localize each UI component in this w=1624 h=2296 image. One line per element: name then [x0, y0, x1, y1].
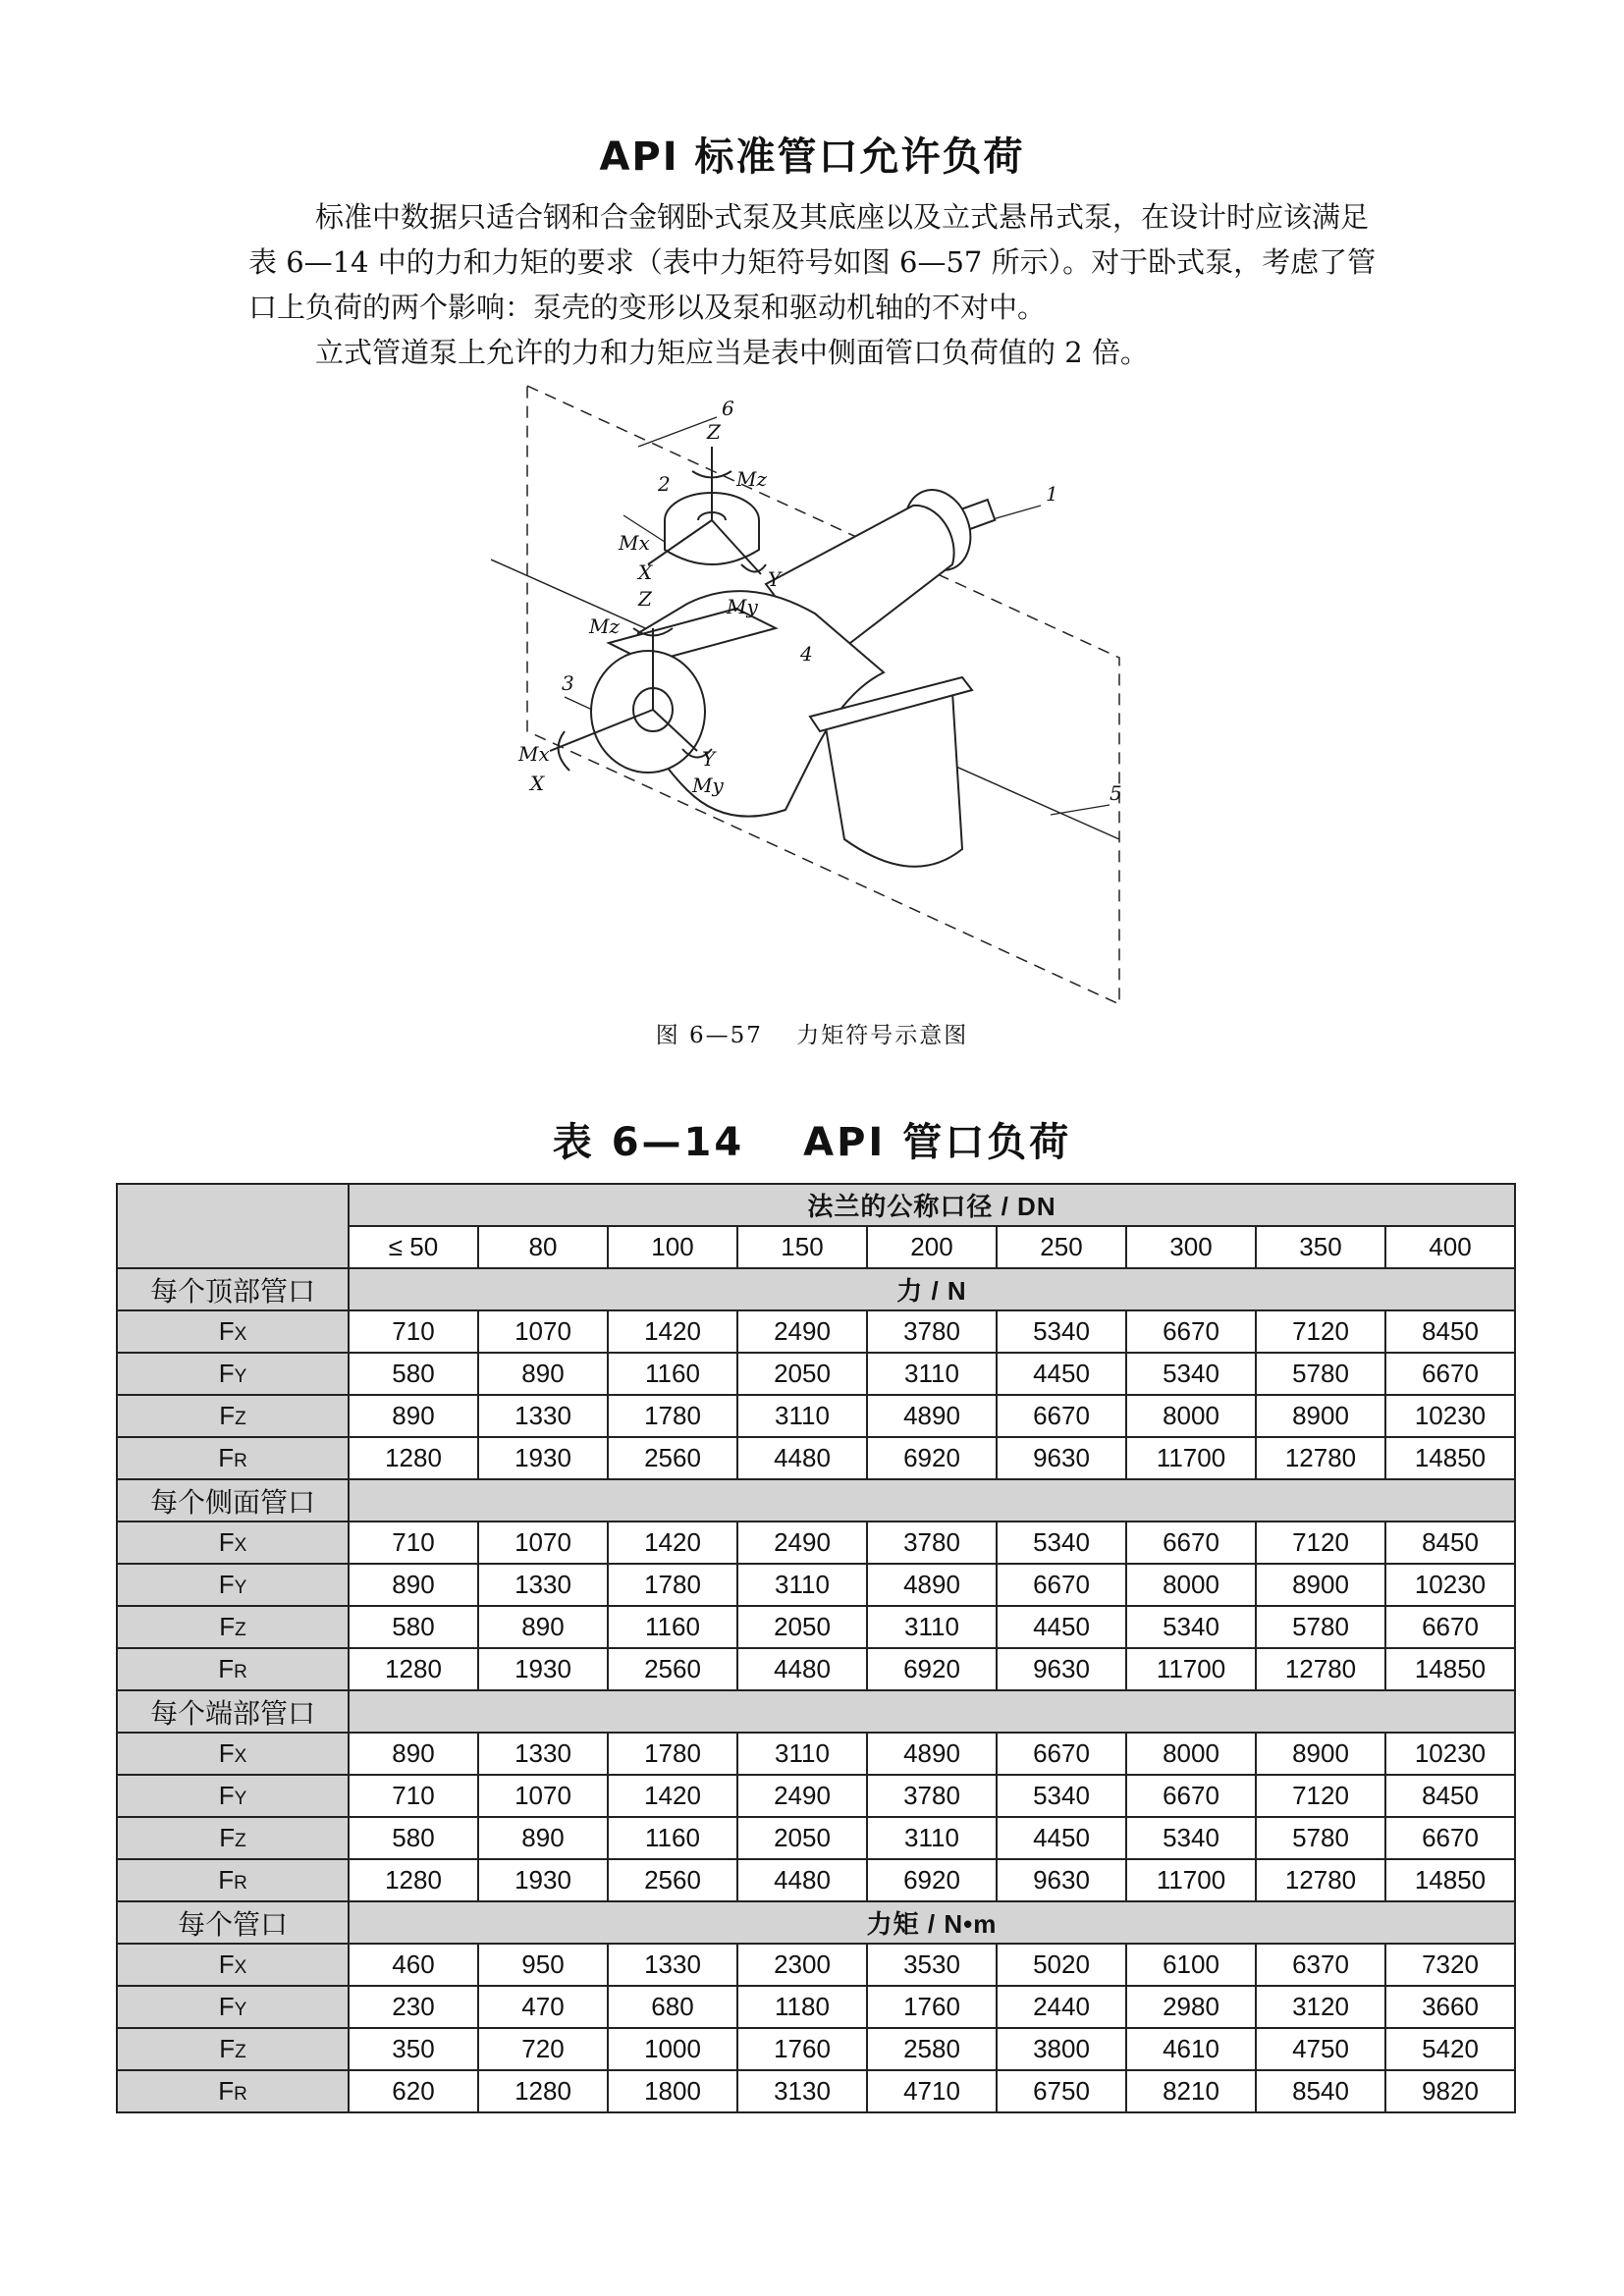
table-cell: 2300: [737, 1944, 867, 1986]
table-cell: 1070: [478, 1775, 608, 1817]
table-cell: 680: [608, 1986, 737, 2028]
table-cell: 4710: [867, 2070, 997, 2112]
dn-value: 100: [608, 1226, 737, 1268]
force-symbol: F: [218, 1781, 235, 1810]
force-label: [117, 1606, 349, 1648]
intro-paragraph-2: 立式管道泵上允许的力和力矩应当是表中侧面管口负荷值的 2 倍。: [315, 336, 1149, 369]
table-cell: 4450: [997, 1606, 1126, 1648]
table-cell: 6920: [867, 1648, 997, 1690]
table-cell: 1280: [478, 2070, 608, 2112]
table-row: [117, 2028, 1515, 2070]
table-cell: 8900: [1256, 1395, 1385, 1437]
table-cell: 2560: [608, 1437, 737, 1479]
label-x-top: X: [638, 561, 653, 584]
table-cell: 10230: [1385, 1564, 1515, 1606]
table-cell: 2440: [997, 1986, 1126, 2028]
table-cell: 1330: [478, 1564, 608, 1606]
table-cell: 890: [478, 1606, 608, 1648]
label-1: 1: [1046, 482, 1058, 506]
force-label: [117, 2028, 349, 2070]
table-cell: 1780: [608, 1395, 737, 1437]
table-cell: 6670: [997, 1733, 1126, 1775]
force-symbol: F: [218, 1527, 235, 1557]
table-cell: 6670: [997, 1564, 1126, 1606]
table-cell: 6670: [997, 1395, 1126, 1437]
table-cell: 2980: [1126, 1986, 1256, 2028]
table-cell: 5340: [1126, 1353, 1256, 1395]
table-cell: 5340: [997, 1310, 1126, 1353]
table-cell: 3780: [867, 1775, 997, 1817]
table-cell: 12780: [1256, 1437, 1385, 1479]
section-label: 每个侧面管口: [117, 1479, 349, 1522]
table-cell: 8000: [1126, 1733, 1256, 1775]
table-cell: 1280: [349, 1437, 478, 1479]
table-cell: 4750: [1256, 2028, 1385, 2070]
table-cell: 6670: [1385, 1606, 1515, 1648]
table-cell: 9630: [997, 1859, 1126, 1901]
force-label: [117, 1944, 349, 1986]
table-cell: 1280: [349, 1648, 478, 1690]
table-cell: 11700: [1126, 1437, 1256, 1479]
table-cell: 6370: [1256, 1944, 1385, 1986]
label-my-side: My: [692, 774, 724, 797]
table-cell: 720: [478, 2028, 608, 2070]
table-cell: 710: [349, 1775, 478, 1817]
table-cell: 3120: [1256, 1986, 1385, 2028]
table-cell: 3110: [737, 1395, 867, 1437]
section-label: 每个顶部管口: [117, 1268, 349, 1310]
table-cell: 3110: [737, 1733, 867, 1775]
table-cell: 2050: [737, 1353, 867, 1395]
table-cell: 1160: [608, 1353, 737, 1395]
table-cell: 8000: [1126, 1395, 1256, 1437]
table-cell: 1930: [478, 1437, 608, 1479]
force-label: [117, 2070, 349, 2112]
table-row: [117, 2070, 1515, 2112]
force-subscript: R: [234, 1873, 247, 1894]
table-cell: 4890: [867, 1395, 997, 1437]
table-cell: 1780: [608, 1564, 737, 1606]
table-cell: 2050: [737, 1817, 867, 1859]
table-cell: 1160: [608, 1817, 737, 1859]
section-unit: 力 / N: [349, 1268, 1515, 1310]
table-title: 表 6—14 API 管口负荷: [552, 1120, 1072, 1165]
table-cell: 4890: [867, 1564, 997, 1606]
table-cell: 890: [478, 1353, 608, 1395]
force-label: [117, 1986, 349, 2028]
force-symbol: F: [218, 1738, 235, 1768]
force-label: [117, 1733, 349, 1775]
table-cell: 4450: [997, 1353, 1126, 1395]
table-cell: 1070: [478, 1522, 608, 1564]
dn-value: ≤ 50: [349, 1226, 478, 1268]
table-cell: 1160: [608, 1606, 737, 1648]
force-subscript: Y: [234, 1789, 247, 1809]
pump-nozzle-diagram: [491, 378, 1159, 1006]
force-symbol: F: [218, 1949, 235, 1979]
label-x-side: X: [530, 772, 545, 795]
table-cell: 460: [349, 1944, 478, 1986]
force-symbol: F: [219, 2034, 236, 2063]
intro-text: [248, 194, 1387, 375]
table-cell: 580: [349, 1606, 478, 1648]
table-cell: 3660: [1385, 1986, 1515, 2028]
table-body: [117, 1184, 1515, 2112]
force-label: [117, 1564, 349, 1606]
force-subscript: X: [234, 1324, 247, 1345]
table-cell: 8210: [1126, 2070, 1256, 2112]
table-cell: 8000: [1126, 1564, 1256, 1606]
force-subscript: X: [234, 1957, 247, 1978]
table-cell: 5780: [1256, 1606, 1385, 1648]
table-cell: 1000: [608, 2028, 737, 2070]
table-cell: 580: [349, 1817, 478, 1859]
table-cell: 6670: [1126, 1310, 1256, 1353]
force-label: [117, 1353, 349, 1395]
table-cell: 6750: [997, 2070, 1126, 2112]
label-6: 6: [722, 397, 734, 420]
dn-value: 300: [1126, 1226, 1256, 1268]
section-label: 每个端部管口: [117, 1690, 349, 1733]
table-cell: 2560: [608, 1648, 737, 1690]
table-row: [117, 1522, 1515, 1564]
table-cell: 8900: [1256, 1564, 1385, 1606]
force-label: [117, 1648, 349, 1690]
table-cell: 5340: [1126, 1606, 1256, 1648]
table-cell: 9630: [997, 1437, 1126, 1479]
table-cell: 5780: [1256, 1353, 1385, 1395]
section-header-row: [117, 1690, 1515, 1733]
force-subscript: Z: [235, 1620, 246, 1640]
table-cell: 14850: [1385, 1859, 1515, 1901]
force-subscript: Z: [235, 1831, 246, 1851]
section-header-row: [117, 1268, 1515, 1310]
table-cell: 1930: [478, 1648, 608, 1690]
table-cell: 5780: [1256, 1817, 1385, 1859]
force-label: [117, 1437, 349, 1479]
table-cell: 1330: [478, 1733, 608, 1775]
force-symbol: F: [219, 1401, 236, 1430]
force-subscript: X: [234, 1746, 247, 1767]
table-row: [117, 1564, 1515, 1606]
table-row: [117, 1395, 1515, 1437]
label-y-top: Y: [768, 567, 782, 591]
table-cell: 1760: [867, 1986, 997, 2028]
dn-header: 法兰的公称口径 / DN: [349, 1184, 1515, 1226]
table-cell: 4480: [737, 1859, 867, 1901]
nozzle-load-table: [116, 1183, 1516, 2113]
table-cell: 8540: [1256, 2070, 1385, 2112]
table-cell: 7120: [1256, 1522, 1385, 1564]
force-subscript: R: [234, 1451, 247, 1471]
table-cell: 3530: [867, 1944, 997, 1986]
section-unit: 力矩 / N•m: [349, 1901, 1515, 1944]
force-label: [117, 1859, 349, 1901]
table-row: [117, 1606, 1515, 1648]
label-z-side: Z: [638, 587, 652, 611]
table-cell: 6670: [1385, 1817, 1515, 1859]
label-z-top: Z: [707, 420, 721, 444]
table-cell: 2490: [737, 1310, 867, 1353]
table-row: [117, 1648, 1515, 1690]
table-cell: 890: [349, 1395, 478, 1437]
table-row: [117, 1353, 1515, 1395]
table-cell: 350: [349, 2028, 478, 2070]
table-cell: 6920: [867, 1859, 997, 1901]
table-cell: 11700: [1126, 1859, 1256, 1901]
force-symbol: F: [218, 1570, 235, 1599]
label-3: 3: [562, 671, 574, 695]
force-symbol: F: [218, 1316, 235, 1346]
force-subscript: Y: [234, 2000, 247, 2020]
force-subscript: Y: [234, 1577, 247, 1598]
table-cell: 3800: [997, 2028, 1126, 2070]
section-header-row: [117, 1479, 1515, 1522]
table-cell: 3110: [867, 1817, 997, 1859]
section-unit: [349, 1690, 1515, 1733]
table-cell: 2490: [737, 1522, 867, 1564]
table-cell: 6100: [1126, 1944, 1256, 1986]
label-y-side: Y: [702, 747, 716, 771]
force-symbol: F: [218, 1992, 235, 2021]
table-row: [117, 1733, 1515, 1775]
table-cell: 4480: [737, 1648, 867, 1690]
force-symbol: F: [218, 2076, 235, 2106]
table-cell: 7120: [1256, 1310, 1385, 1353]
force-label: [117, 1395, 349, 1437]
table-cell: 1800: [608, 2070, 737, 2112]
table-cell: 8450: [1385, 1310, 1515, 1353]
page-title: API 标准管口允许负荷: [599, 134, 1025, 180]
table-cell: 1280: [349, 1859, 478, 1901]
table-cell: 1420: [608, 1775, 737, 1817]
table-cell: 6670: [1126, 1775, 1256, 1817]
table-cell: 2050: [737, 1606, 867, 1648]
table-cell: 890: [478, 1817, 608, 1859]
table-cell: 4610: [1126, 2028, 1256, 2070]
table-cell: 4480: [737, 1437, 867, 1479]
table-cell: 1780: [608, 1733, 737, 1775]
table-cell: 1330: [608, 1944, 737, 1986]
table-row: [117, 1859, 1515, 1901]
label-5: 5: [1110, 781, 1122, 805]
label-my-top: My: [727, 595, 758, 618]
table-cell: 14850: [1385, 1648, 1515, 1690]
table-header-row: [117, 1184, 1515, 1226]
table-cell: 14850: [1385, 1437, 1515, 1479]
table-cell: 6670: [1126, 1522, 1256, 1564]
dn-value: 200: [867, 1226, 997, 1268]
label-mx-side: Mx: [518, 742, 550, 766]
table-cell: 2560: [608, 1859, 737, 1901]
table-cell: 2490: [737, 1775, 867, 1817]
force-subscript: Z: [235, 1409, 246, 1429]
table-cell: 7320: [1385, 1944, 1515, 1986]
table-cell: 4890: [867, 1733, 997, 1775]
table-row: [117, 1817, 1515, 1859]
table-cell: 5340: [1126, 1817, 1256, 1859]
table-cell: 1420: [608, 1310, 737, 1353]
table-row: [117, 1944, 1515, 1986]
force-symbol: F: [218, 1865, 235, 1895]
table-cell: 1930: [478, 1859, 608, 1901]
label-4: 4: [800, 642, 813, 666]
force-symbol: F: [219, 1612, 236, 1641]
table-cell: 5420: [1385, 2028, 1515, 2070]
table-cell: 3110: [867, 1353, 997, 1395]
label-2: 2: [658, 472, 671, 496]
table-cell: 7120: [1256, 1775, 1385, 1817]
table-cell: 230: [349, 1986, 478, 2028]
intro-paragraph-1: 标准中数据只适合钢和合金钢卧式泵及其底座以及立式悬吊式泵，在设计时应该满足表 6—14 中的力和力矩的要求（表中力矩符号如图 6—57 所示）。对于卧式泵，考虑了管口上负荷的两个影响：泵壳的变形以及泵和驱动机轴的不对中。: [248, 200, 1377, 324]
table-cell: 1180: [737, 1986, 867, 2028]
force-subscript: R: [234, 2084, 247, 2105]
table-cell: 6920: [867, 1437, 997, 1479]
table-row: [117, 1310, 1515, 1353]
table-cell: 11700: [1126, 1648, 1256, 1690]
table-row: [117, 1775, 1515, 1817]
section-label: 每个管口: [117, 1901, 349, 1944]
table-cell: 8900: [1256, 1733, 1385, 1775]
force-label: [117, 1522, 349, 1564]
dn-value: 80: [478, 1226, 608, 1268]
force-label: [117, 1775, 349, 1817]
table-cell: 890: [349, 1733, 478, 1775]
table-cell: 4450: [997, 1817, 1126, 1859]
label-mz-top: Mz: [736, 467, 768, 491]
table-cell: 8450: [1385, 1775, 1515, 1817]
table-cell: 5340: [997, 1522, 1126, 1564]
moment-symbol-figure: [491, 378, 1159, 1006]
table-cell: 710: [349, 1522, 478, 1564]
force-symbol: F: [218, 1359, 235, 1388]
table-cell: 1760: [737, 2028, 867, 2070]
dn-value: 250: [997, 1226, 1126, 1268]
table-cell: 1330: [478, 1395, 608, 1437]
table-cell: 3780: [867, 1522, 997, 1564]
table-cell: 710: [349, 1310, 478, 1353]
table-cell: 950: [478, 1944, 608, 1986]
table-cell: 2580: [867, 2028, 997, 2070]
table-cell: 3780: [867, 1310, 997, 1353]
table-cell: 3110: [867, 1606, 997, 1648]
force-symbol: F: [218, 1654, 235, 1683]
dn-value: 150: [737, 1226, 867, 1268]
label-mz-side: Mz: [589, 614, 621, 638]
table-cell: 5020: [997, 1944, 1126, 1986]
force-symbol: F: [218, 1443, 235, 1472]
table-cell: 9820: [1385, 2070, 1515, 2112]
table-row: [117, 1986, 1515, 2028]
table-cell: 10230: [1385, 1395, 1515, 1437]
table-cell: 890: [349, 1564, 478, 1606]
table-cell: 1420: [608, 1522, 737, 1564]
table-row: [117, 1437, 1515, 1479]
table-cell: 3110: [737, 1564, 867, 1606]
table-cell: 10230: [1385, 1733, 1515, 1775]
table-cell: 470: [478, 1986, 608, 2028]
force-subscript: Z: [235, 2042, 246, 2062]
table-cell: 8450: [1385, 1522, 1515, 1564]
force-label: [117, 1310, 349, 1353]
table-cell: 620: [349, 2070, 478, 2112]
force-label: [117, 1817, 349, 1859]
section-unit: [349, 1479, 1515, 1522]
dn-value: 400: [1385, 1226, 1515, 1268]
table-cell: 5340: [997, 1775, 1126, 1817]
table-cell: 3130: [737, 2070, 867, 2112]
force-subscript: Y: [234, 1366, 247, 1387]
label-mx-top: Mx: [619, 531, 650, 555]
force-subscript: R: [234, 1662, 247, 1682]
table-cell: 580: [349, 1353, 478, 1395]
force-symbol: F: [219, 1823, 236, 1852]
section-header-row: [117, 1901, 1515, 1944]
table-corner-cell: [117, 1184, 349, 1268]
table-cell: 1070: [478, 1310, 608, 1353]
table-cell: 6670: [1385, 1353, 1515, 1395]
dn-value: 350: [1256, 1226, 1385, 1268]
table-cell: 12780: [1256, 1648, 1385, 1690]
force-subscript: X: [234, 1535, 247, 1556]
table-cell: 9630: [997, 1648, 1126, 1690]
figure-caption: 图 6—57 力矩符号示意图: [655, 1023, 969, 1048]
table-cell: 12780: [1256, 1859, 1385, 1901]
